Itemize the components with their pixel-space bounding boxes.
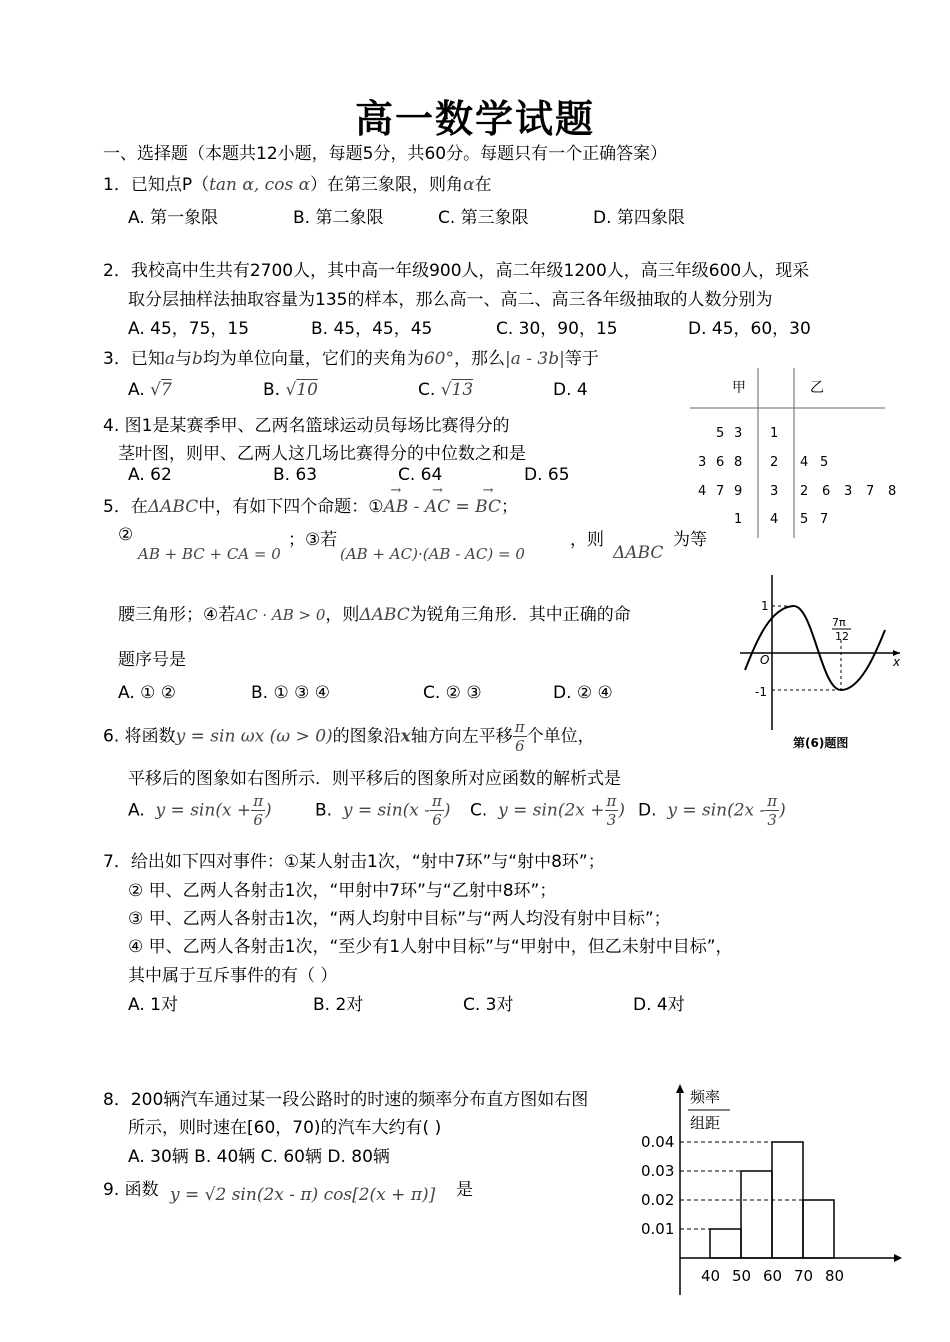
- q6-c-den: 3: [606, 811, 617, 829]
- q6-a-close: ): [265, 800, 272, 821]
- q1-text-pre: 1．已知点P（: [103, 175, 210, 195]
- label-twelve: 12: [835, 630, 849, 643]
- sine-curve: [745, 606, 885, 690]
- section-heading: 一、选择题（本题共12小题，每题5分，共60分。每题只有一个正确答案）: [103, 144, 668, 164]
- q4-option-a[interactable]: A. 62: [128, 465, 172, 485]
- q7-option-d[interactable]: D. 4对: [633, 995, 685, 1015]
- stem-2: 3: [770, 484, 779, 499]
- q6-a-num: π: [253, 792, 264, 810]
- q6-text-post: 个单位，: [526, 726, 595, 747]
- q7-line-3: ③ 甲、乙两人各射击1次，“两人均射中目标”与“两人均没有射中目标”；: [128, 909, 671, 929]
- q6-d-expr: y = sin(2x -: [667, 800, 766, 821]
- q5-line3-b: ，则: [325, 605, 360, 625]
- q5-line-3: [118, 600, 631, 625]
- stem-leaf-right-2-3: 7: [866, 484, 875, 499]
- q5-vec-bc: → BC: [475, 497, 501, 517]
- q1-option-d[interactable]: D. 第四象限: [593, 208, 685, 228]
- hist-ylabel-top: 频率: [690, 1088, 721, 1106]
- q6-a-label: A.: [128, 800, 145, 821]
- q6-text-mid: 的图象沿: [332, 726, 401, 747]
- stem-leaf-right-1-0: 4: [800, 455, 809, 470]
- stem-head-right: 乙: [810, 380, 824, 396]
- question-3: [103, 344, 599, 369]
- q3-text-and: 与: [174, 349, 192, 369]
- stem-leaf-right-3-0: 5: [800, 512, 809, 527]
- hist-ylabel-bot: 组距: [690, 1114, 721, 1132]
- q5-triangle: ΔABC: [147, 497, 199, 517]
- stem-leaf-right-2-1: 6: [822, 484, 831, 499]
- stem-leaf-left-0-0: 5: [716, 426, 725, 441]
- q3-option-b[interactable]: [263, 380, 318, 400]
- hist-x-arrow: [894, 1254, 902, 1262]
- q6-a-frac: [251, 792, 265, 829]
- q3-option-c-label: C.: [418, 380, 436, 400]
- q2-option-b[interactable]: B. 45，45，45: [311, 319, 433, 339]
- q6-option-b[interactable]: [315, 792, 451, 829]
- q7-line-5: 其中属于互斥事件的有（ ）: [128, 966, 338, 986]
- sine-graph: [735, 570, 905, 755]
- q6-line-1: [103, 718, 595, 755]
- q4-line-2: 茎叶图，则甲、乙两人这几场比赛得分的中位数之和是: [118, 444, 526, 464]
- q3-expr: |a - 3b|: [505, 349, 565, 369]
- q6-b-den: 6: [432, 811, 442, 829]
- q5-option-c[interactable]: C. ② ③: [423, 683, 482, 703]
- q5-vec-ab: → AB: [383, 497, 408, 517]
- q3-root-c: 13: [451, 380, 474, 400]
- q3-root-b: 10: [296, 380, 318, 400]
- hist-x-tick-3: 70: [794, 1267, 814, 1285]
- label-one: 1: [761, 599, 769, 613]
- q6-option-c[interactable]: [470, 792, 625, 829]
- q8-options[interactable]: A. 30辆 B. 40辆 C. 60辆 D. 80辆: [128, 1147, 390, 1167]
- stem-1: 2: [770, 455, 779, 470]
- q5-semi: ；: [500, 497, 518, 517]
- q9-post: 是: [456, 1180, 473, 1200]
- q6-b-label: B.: [315, 800, 333, 821]
- q7-line-4: ④ 甲、乙两人各射击1次，“至少有1人射中目标”与“甲射中，但乙未射中目标”，: [128, 937, 733, 957]
- q7-line-2: ② 甲、乙两人各射击1次，“甲射中7环”与“乙射中8环”；: [128, 881, 557, 901]
- q5-prop-2-label: ②: [118, 525, 134, 545]
- q9-expr: y = √2 sin(2x - π) cos[2(x + π)]: [170, 1185, 436, 1205]
- hist-x-tick-0: 40: [701, 1267, 721, 1285]
- stem-leaf-right-1-1: 5: [820, 455, 829, 470]
- q2-option-d[interactable]: D. 45，60，30: [688, 319, 811, 339]
- label-origin: O: [760, 653, 770, 667]
- label-x: x: [893, 655, 901, 669]
- q5-option-a[interactable]: A. ① ②: [118, 683, 177, 703]
- stem-leaf-left-3-0: 1: [734, 512, 743, 527]
- figure-caption: 第(6)题图: [793, 736, 849, 750]
- q6-c-frac: [605, 792, 619, 829]
- stem-leaf-left-2-1: 7: [716, 484, 725, 499]
- stem-0: 1: [770, 426, 779, 441]
- q3-text-post: 等于: [564, 349, 599, 369]
- hist-y-arrow: [676, 1084, 684, 1093]
- q6-b-close: ): [443, 800, 451, 821]
- stem-leaf-right-2-2: 3: [844, 484, 853, 499]
- page-title: 高一数学试题: [354, 97, 595, 141]
- q3-option-c[interactable]: [418, 380, 473, 400]
- stem-leaf-right-2-4: 8: [888, 484, 897, 499]
- q6-c-num: π: [606, 792, 617, 810]
- stem-leaf-left-0-1: 3: [734, 426, 743, 441]
- q7-line-1: 7．给出如下四对事件：①某人射击1次，“射中7环”与“射中8环”；: [103, 852, 605, 872]
- q5-prop-3-label: ；③若: [288, 530, 338, 550]
- q8-line-2: 所示，则时速在[60，70)的汽车大约有( ): [128, 1118, 442, 1138]
- q7-option-a[interactable]: A. 1对: [128, 995, 178, 1015]
- q6-option-d[interactable]: [638, 792, 786, 829]
- stem-leaf-rows: [698, 426, 896, 527]
- q3-var-b: b: [191, 349, 203, 369]
- q6-b-num: π: [432, 792, 442, 810]
- q5-prop-3-expr: (AB + AC)·(AB - AC) = 0: [340, 545, 525, 563]
- stem-leaf-left-2-2: 9: [734, 484, 743, 499]
- q5-prop-2-expr: AB + BC + CA = 0: [138, 545, 281, 563]
- q6-a-den: 6: [253, 811, 263, 829]
- q6-d-close: ): [779, 800, 786, 821]
- q6-option-a[interactable]: [128, 792, 272, 829]
- hist-y-tick-3: 0.04: [641, 1133, 675, 1151]
- q1-text-post: 在: [474, 175, 492, 195]
- q6-d-den: 3: [767, 811, 777, 829]
- stem-3: 4: [770, 512, 779, 527]
- q1-option-c[interactable]: C. 第三象限: [438, 208, 529, 228]
- q5-then: ，则: [570, 530, 604, 550]
- sqrt-icon: √: [440, 380, 452, 400]
- q3-option-d[interactable]: D. 4: [553, 380, 588, 400]
- stem-leaf-left-2-0: 4: [698, 484, 707, 499]
- q5-line3-a: 腰三角形；④若: [118, 605, 236, 625]
- q6-text-pre: 6. 将函数: [103, 726, 176, 747]
- hist-y-tick-0: 0.01: [641, 1220, 675, 1238]
- q4-option-c[interactable]: C. 64: [398, 465, 443, 485]
- q5-line-1: [103, 492, 518, 517]
- q7-option-b[interactable]: B. 2对: [313, 995, 364, 1015]
- stem-leaf-left-1-1: 6: [716, 455, 725, 470]
- q4-option-d[interactable]: D. 65: [524, 465, 570, 485]
- q4-option-b[interactable]: B. 63: [273, 465, 318, 485]
- q3-text-pre: 3．已知: [103, 349, 165, 369]
- q9-label: 9. 函数: [103, 1180, 159, 1200]
- q1-expr: tan α, cos α: [209, 175, 311, 195]
- q6-text-mid2: 轴方向左平移: [410, 726, 513, 747]
- q5-line3-c: 为锐角三角形．其中正确的命: [409, 605, 631, 625]
- q6-c-expr: y = sin(2x +: [498, 800, 605, 821]
- q5-line-4: 题序号是: [118, 650, 186, 670]
- hist-x-tick-2: 60: [763, 1267, 783, 1285]
- stem-leaf-left-1-0: 3: [698, 455, 707, 470]
- q6-x: x: [400, 726, 411, 747]
- q3-option-a-label: A.: [128, 380, 145, 400]
- hist-x-tick-1: 50: [732, 1267, 752, 1285]
- label-neg-one: -1: [755, 685, 767, 699]
- q4-line-1: 4. 图1是某赛季甲、乙两名篮球运动员每场比赛得分的: [103, 416, 510, 436]
- q1-var: α: [463, 175, 475, 195]
- q2-option-a[interactable]: A. 45，75，15: [128, 319, 250, 339]
- q3-root-a: 7: [160, 380, 172, 400]
- q6-frac-den: 6: [514, 737, 525, 755]
- frequency-histogram: [640, 1080, 910, 1305]
- q6-shift-fraction: [513, 718, 527, 755]
- q2-line-2: 取分层抽样法抽取容量为135的样本，那么高一、高二、高三各年级抽取的人数分别为: [128, 290, 773, 310]
- q2-option-c[interactable]: C. 30，90，15: [496, 319, 618, 339]
- q6-d-frac: [765, 792, 779, 829]
- q6-a-expr: y = sin(x +: [155, 800, 252, 821]
- sqrt-icon: √: [285, 380, 297, 400]
- q5-text-pre: 5．在: [103, 497, 148, 517]
- q1-option-a[interactable]: A. 第一象限: [128, 208, 219, 228]
- q5-prop-4-expr: AC · AB > 0: [235, 606, 326, 624]
- hist-x-tick-4: 80: [825, 1267, 845, 1285]
- hist-bar-3: [803, 1200, 834, 1258]
- stem-leaf-right-2-0: 2: [800, 484, 809, 499]
- sqrt-icon: √: [150, 380, 161, 400]
- hist-bar-1: [741, 1171, 772, 1258]
- q6-d-num: π: [767, 792, 778, 810]
- q3-text-mid: 均为单位向量，它们的夹角为: [202, 349, 424, 369]
- q6-c-close: ): [618, 800, 626, 821]
- question-1: [103, 170, 492, 195]
- q7-option-c[interactable]: C. 3对: [463, 995, 514, 1015]
- q6-line-2: 平移后的图象如右图所示．则平移后的图象所对应函数的解析式是: [128, 769, 621, 789]
- q3-text-mid2: ，那么: [454, 349, 505, 369]
- q3-angle: 60°: [423, 349, 454, 369]
- q5-vec-ac: → AC: [425, 497, 450, 517]
- q5-op: -: [408, 497, 425, 517]
- q3-option-a[interactable]: [128, 380, 172, 400]
- q3-option-b-label: B.: [263, 380, 281, 400]
- histogram-plot: [641, 1084, 902, 1295]
- q3-var-a: a: [164, 349, 175, 369]
- q6-c-label: C.: [470, 800, 488, 821]
- q5-option-d[interactable]: D. ② ④: [553, 683, 613, 703]
- q5-triangle-2: ΔABC: [613, 543, 664, 563]
- q6-b-expr: y = sin(x -: [342, 800, 431, 821]
- hist-y-tick-1: 0.02: [641, 1191, 675, 1209]
- q1-option-b[interactable]: B. 第二象限: [293, 208, 384, 228]
- q5-eq: =: [450, 497, 476, 517]
- q5-text-mid: 中，有如下四个命题：①: [198, 497, 384, 517]
- stem-leaf-plot: [690, 368, 905, 540]
- q6-d-label: D.: [638, 800, 657, 821]
- q2-line-1: 2．我校高中生共有2700人，其中高一年级900人，高二年级1200人，高三年级600人，现采: [103, 261, 810, 281]
- q8-line-1: 8．200辆汽车通过某一段公路时的时速的频率分布直方图如右图: [103, 1090, 589, 1110]
- stem-head-left: 甲: [732, 380, 746, 396]
- q5-option-b[interactable]: B. ① ③ ④: [251, 683, 330, 703]
- q6-b-frac: [430, 792, 444, 829]
- hist-bar-0: [710, 1229, 741, 1258]
- q5-post: 为等: [673, 530, 707, 550]
- q6-frac-num: π: [514, 718, 525, 736]
- q5-triangle-3: ΔABC: [359, 605, 410, 625]
- q1-text-mid: ）在第三象限，则角: [310, 175, 464, 195]
- hist-y-tick-2: 0.03: [641, 1162, 675, 1180]
- label-seven-pi: 7π: [832, 616, 846, 629]
- stem-leaf-right-3-1: 7: [820, 512, 829, 527]
- q6-function: y = sin ωx (ω > 0): [175, 726, 333, 747]
- stem-leaf-left-1-2: 8: [734, 455, 743, 470]
